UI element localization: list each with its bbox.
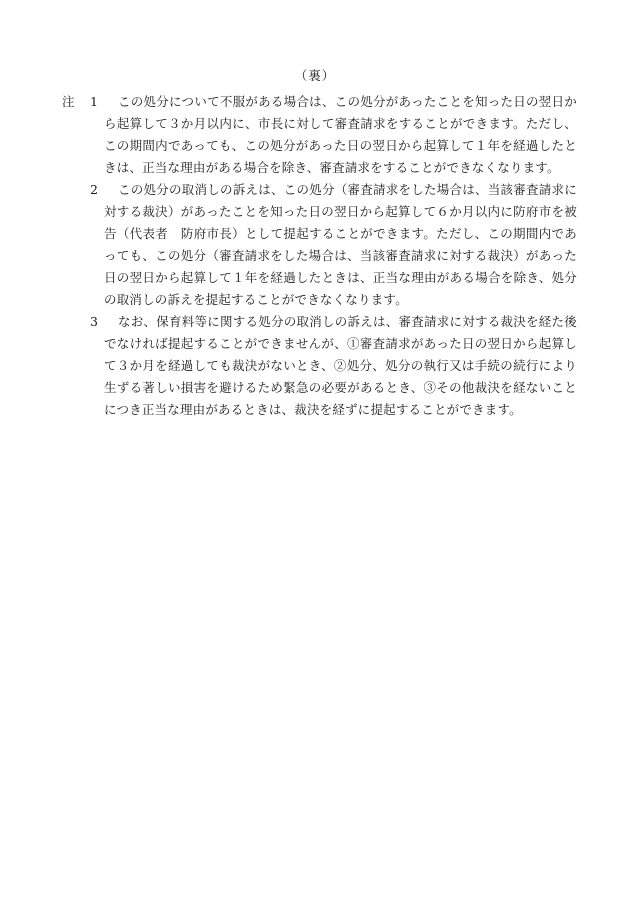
- notes-section: [62, 91, 577, 421]
- note-number: 3: [90, 314, 99, 329]
- note-item-3: [62, 311, 577, 421]
- page-heading: （裏）: [294, 68, 336, 83]
- note-text: この処分の取消しの訴えは、この処分（審査請求をした場合は、当該審査請求に対する裁決）があったことを知った日の翌日から起算して６か月以内に防府市を被告（代表者 防府市長）として提起することができます。ただし、この期間内であっても、この処分（審査請求をした場合は、当該審査請求に対する裁決）があった日の翌日から起算して１年を経過したときは、正当な理由がある場合を除き、処分の取消しの訴えを提起することができなくなります。: [104, 182, 577, 307]
- note-number: 2: [90, 182, 99, 197]
- note-text: なお、保育料等に関する処分の取消しの訴えは、審査請求に対する裁決を経た後でなければ提起することができませんが、①審査請求があった日の翌日から起算して３か月を経過しても裁決がないとき、②処分、処分の執行又は手続の続行により生ずる著しい損害を避けるため緊急の必要があるとき、③その他裁決を経ないことにつき正当な理由があるときは、裁決を経ずに提起することができます。: [104, 314, 577, 417]
- notes-prefix: 注: [62, 94, 75, 109]
- note-text: この処分について不服がある場合は、この処分があったことを知った日の翌日から起算して３か月以内に、市長に対して審査請求をすることができます。ただし、この期間内であっても、この処分があった日の翌日から起算して１年を経過したときは、正当な理由がある場合を除き、審査請求をすることができなくなります。: [104, 94, 577, 175]
- note-number: 1: [90, 94, 99, 109]
- note-item-1: [62, 91, 577, 179]
- note-item-2: [62, 179, 577, 311]
